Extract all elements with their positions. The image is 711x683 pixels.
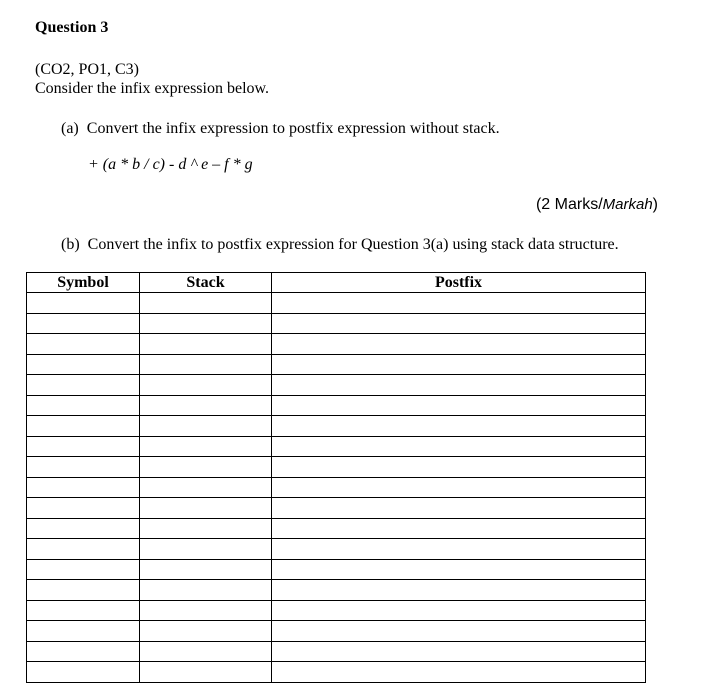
stack-cell[interactable] bbox=[140, 477, 272, 498]
table-row bbox=[27, 559, 646, 580]
stack-column-header: Stack bbox=[140, 273, 272, 293]
question-heading: Question 3 bbox=[35, 19, 109, 36]
symbol-cell[interactable] bbox=[27, 395, 140, 416]
postfix-cell[interactable] bbox=[272, 375, 646, 396]
table-row bbox=[27, 395, 646, 416]
part-b-instruction bbox=[61, 236, 619, 254]
stack-cell[interactable] bbox=[140, 334, 272, 355]
symbol-cell[interactable] bbox=[27, 354, 140, 375]
table-row bbox=[27, 354, 646, 375]
postfix-cell[interactable] bbox=[272, 662, 646, 683]
stack-cell[interactable] bbox=[140, 457, 272, 478]
symbol-cell[interactable] bbox=[27, 498, 140, 519]
symbol-cell[interactable] bbox=[27, 334, 140, 355]
symbol-cell[interactable] bbox=[27, 641, 140, 662]
part-b-text: Convert the infix to postfix expression for Question 3(a) using stack data structure. bbox=[87, 236, 619, 253]
symbol-cell[interactable] bbox=[27, 518, 140, 539]
postfix-cell[interactable] bbox=[272, 621, 646, 642]
symbol-cell[interactable] bbox=[27, 621, 140, 642]
table-row bbox=[27, 518, 646, 539]
table-body bbox=[27, 293, 646, 683]
postfix-cell[interactable] bbox=[272, 416, 646, 437]
infix-expression: + (a * b / c) - d ^ e – f * g bbox=[88, 156, 253, 173]
table-row bbox=[27, 539, 646, 560]
table-row bbox=[27, 621, 646, 642]
postfix-cell[interactable] bbox=[272, 457, 646, 478]
postfix-cell[interactable] bbox=[272, 498, 646, 519]
stack-cell[interactable] bbox=[140, 559, 272, 580]
symbol-cell[interactable] bbox=[27, 580, 140, 601]
stack-cell[interactable] bbox=[140, 354, 272, 375]
postfix-cell[interactable] bbox=[272, 436, 646, 457]
table-row bbox=[27, 334, 646, 355]
stack-cell[interactable] bbox=[140, 395, 272, 416]
part-a-instruction bbox=[61, 120, 500, 138]
table-row bbox=[27, 477, 646, 498]
postfix-cell[interactable] bbox=[272, 477, 646, 498]
stack-cell[interactable] bbox=[140, 641, 272, 662]
marks-prefix: (2 Marks/ bbox=[535, 196, 603, 213]
table-row bbox=[27, 375, 646, 396]
symbol-cell[interactable] bbox=[27, 293, 140, 314]
symbol-column-header: Symbol bbox=[27, 273, 140, 293]
stack-cell[interactable] bbox=[140, 580, 272, 601]
stack-cell[interactable] bbox=[140, 662, 272, 683]
postfix-cell[interactable] bbox=[272, 313, 646, 334]
table-row bbox=[27, 457, 646, 478]
symbol-cell[interactable] bbox=[27, 457, 140, 478]
stack-cell[interactable] bbox=[140, 293, 272, 314]
symbol-cell[interactable] bbox=[27, 477, 140, 498]
stack-cell[interactable] bbox=[140, 518, 272, 539]
stack-cell[interactable] bbox=[140, 416, 272, 437]
symbol-cell[interactable] bbox=[27, 539, 140, 560]
stack-cell[interactable] bbox=[140, 600, 272, 621]
conversion-table bbox=[26, 272, 646, 683]
postfix-cell[interactable] bbox=[272, 580, 646, 601]
postfix-cell[interactable] bbox=[272, 641, 646, 662]
table-row bbox=[27, 498, 646, 519]
stack-cell[interactable] bbox=[140, 313, 272, 334]
postfix-cell[interactable] bbox=[272, 293, 646, 314]
symbol-cell[interactable] bbox=[27, 436, 140, 457]
symbol-cell[interactable] bbox=[27, 313, 140, 334]
table-row bbox=[27, 293, 646, 314]
table-row bbox=[27, 641, 646, 662]
table-row bbox=[27, 436, 646, 457]
postfix-cell[interactable] bbox=[272, 559, 646, 580]
postfix-column-header: Postfix bbox=[272, 273, 646, 293]
table-row bbox=[27, 600, 646, 621]
stack-cell[interactable] bbox=[140, 375, 272, 396]
symbol-cell[interactable] bbox=[27, 416, 140, 437]
part-b-label: (b) bbox=[61, 236, 80, 253]
postfix-cell[interactable] bbox=[272, 518, 646, 539]
symbol-cell[interactable] bbox=[27, 559, 140, 580]
part-a-text: Convert the infix expression to postfix expression without stack. bbox=[86, 120, 500, 137]
stack-cell[interactable] bbox=[140, 539, 272, 560]
stack-cell[interactable] bbox=[140, 621, 272, 642]
postfix-cell[interactable] bbox=[272, 354, 646, 375]
symbol-cell[interactable] bbox=[27, 375, 140, 396]
postfix-cell[interactable] bbox=[272, 539, 646, 560]
outcome-codes: (CO2, PO1, C3) bbox=[35, 61, 140, 78]
marks-allocation bbox=[536, 196, 658, 214]
symbol-cell[interactable] bbox=[27, 662, 140, 683]
marks-suffix: ) bbox=[652, 196, 658, 213]
stack-cell[interactable] bbox=[140, 498, 272, 519]
marks-italic: Markah bbox=[602, 196, 653, 213]
symbol-cell[interactable] bbox=[27, 600, 140, 621]
postfix-cell[interactable] bbox=[272, 334, 646, 355]
table-row bbox=[27, 416, 646, 437]
postfix-cell[interactable] bbox=[272, 395, 646, 416]
question-intro: Consider the infix expression below. bbox=[35, 80, 270, 97]
table-header-row bbox=[27, 273, 646, 293]
stack-cell[interactable] bbox=[140, 436, 272, 457]
table-row bbox=[27, 580, 646, 601]
table-row bbox=[27, 313, 646, 334]
postfix-cell[interactable] bbox=[272, 600, 646, 621]
part-a-label: (a) bbox=[61, 120, 79, 137]
table-row bbox=[27, 662, 646, 683]
